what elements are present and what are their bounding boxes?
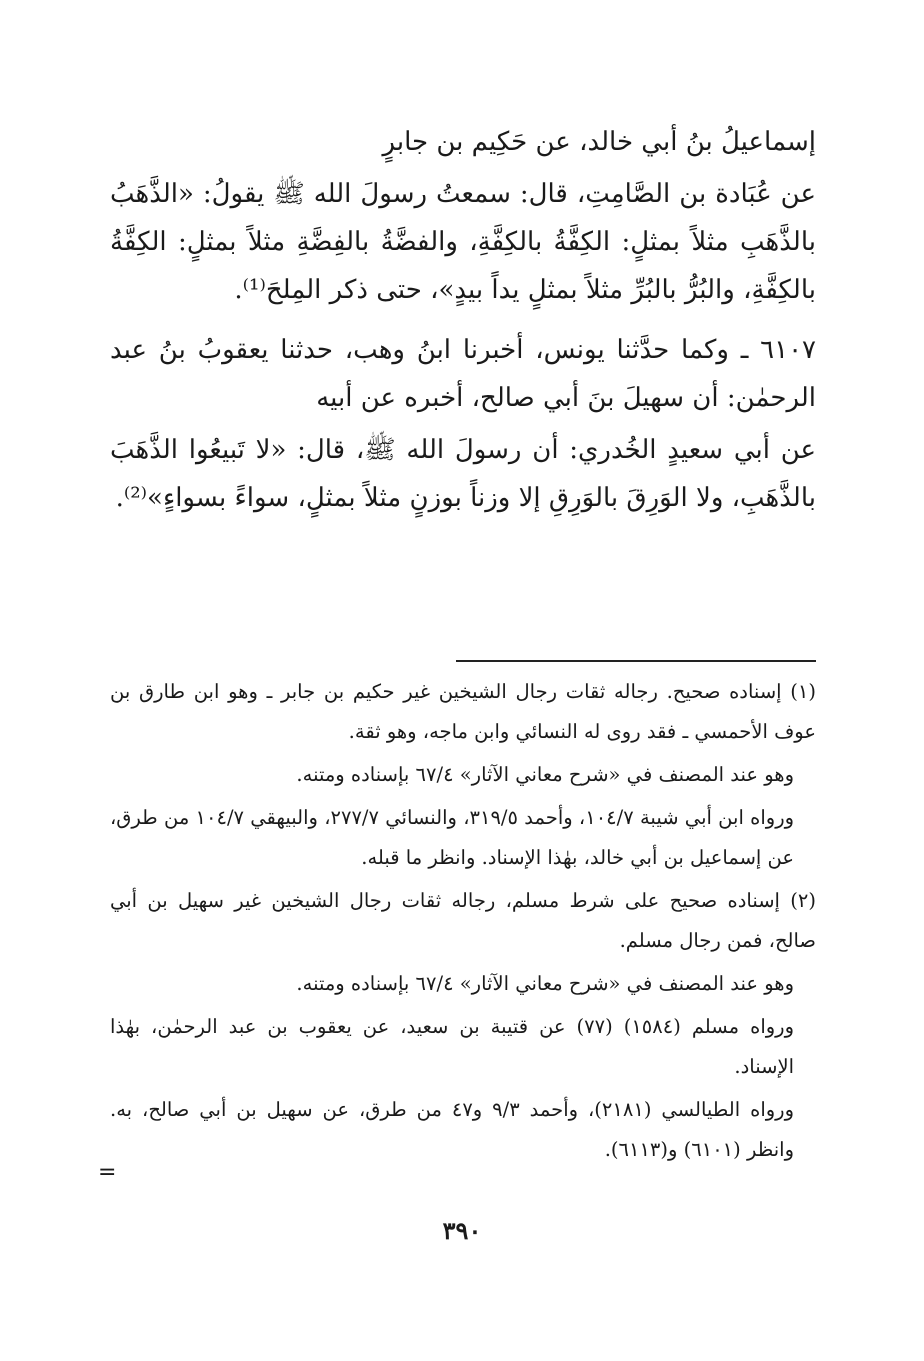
footnote-1-references: ورواه ابن أبي شيبة ١٠٤/٧، وأحمد ٣١٩/٥، والنسائي ٢٧٧/٧، والبيهقي ١٠٤/٧ من طرق، عن إسماعيل بن أبي خالد، بهٰذا الإسناد. وانظر ما قبله. <box>110 806 795 869</box>
paragraph-hadith-ubada: عن عُبَادة بن الصَّامِتِ، قال: سمعتُ رسولَ الله ﷺ يقولُ: «الذَّهَبُ بالذَّهَبِ مثلاً بمثلٍ: الكِفَّةُ بالكِفَّةِ، والفضَّةُ بالفِضَّةِ مثلاً بمثلٍ: الكِفَّةُ بالكِفَّةِ، والبُرُّ بالبُرِّ مثلاً بمثلٍ يداً بيدٍ»، حتى ذكر المِلحَ⁽¹⁾. <box>110 179 816 305</box>
footnote-2-references: ورواه الطيالسي (٢١٨١)، وأحمد ٩/٣ و٤٧ من طرق، عن سهيل بن أبي صالح، به. وانظر (٦١٠١) و(٦١١٣). <box>110 1098 794 1161</box>
paragraph-isnad-continuation: إسماعيلُ بنُ أبي خالد، عن حَكِيم بن جابرٍ <box>382 127 816 157</box>
footnote-1: (١) إسناده صحيح. رجاله ثقات رجال الشيخين غير حكيم بن جابر ـ وهو ابن طارق بن عوف الأحمسي ـ فقد روى له النسائي وابن ماجه، وهو ثقة. <box>110 680 816 743</box>
page-number: ٣٩٠ <box>442 1216 482 1245</box>
footnote-2-source: وهو عند المصنف في «شرح معاني الآثار» ٦٧/٤ بإسناده ومتنه. <box>296 972 794 995</box>
footnote-2-muslim: ورواه مسلم (١٥٨٤) (٧٧) عن قتيبة بن سعيد، عن يعقوب بن عبد الرحمٰن، بهٰذا الإسناد. <box>110 1015 794 1078</box>
footnotes <box>110 672 816 1173</box>
footnote-separator <box>456 660 816 662</box>
footnote-2: (٢) إسناده صحيح على شرط مسلم، رجاله ثقات رجال الشيخين غير سهيل بن أبي صالح، فمن رجال مسلم. <box>110 889 816 952</box>
paragraph-hadith-abu-said: عن أبي سعيدٍ الخُدري: أن رسولَ الله ﷺ، قال: «لا تَبيعُوا الذَّهَبَ بالذَّهَبِ، ولا الوَرِقَ بالوَرِقِ إلا وزناً بوزنٍ مثلاً بمثلٍ، سواءً بسواءٍ»⁽²⁾. <box>110 435 816 513</box>
paragraph-hadith-6107-isnad: ٦١٠٧ ـ وكما حدَّثنا يونس، أخبرنا ابنُ وهب، حدثنا يعقوبُ بنُ عبد الرحمٰن: أن سهيلَ بنَ أبي صالح، أخبره عن أبيه <box>110 335 816 413</box>
continuation-mark: = <box>98 1160 117 1185</box>
footnote-1-source: وهو عند المصنف في «شرح معاني الآثار» ٦٧/٤ بإسناده ومتنه. <box>296 763 794 786</box>
main-text <box>110 118 816 534</box>
